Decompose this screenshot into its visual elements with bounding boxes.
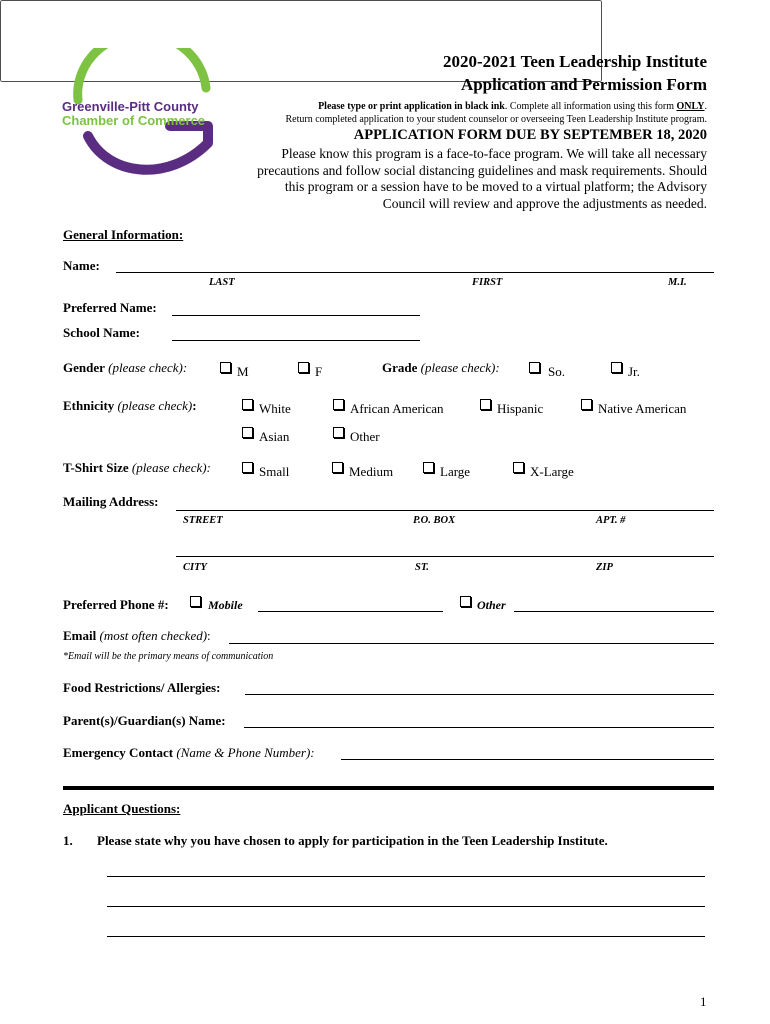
notice-line-2: precautions and follow social distancing guidelines and mask requirements. Should xyxy=(257,163,707,178)
name-mi-caption: M.I. xyxy=(668,277,687,288)
preferred-phone-label: Preferred Phone #: xyxy=(63,597,169,612)
tshirt-size-label: T-Shirt Size (please check): xyxy=(63,460,211,475)
size-large-checkbox[interactable] xyxy=(423,462,434,473)
form-title-line-1: 2020-2021 Teen Leadership Institute xyxy=(443,52,707,71)
email-label: Email (most often checked): xyxy=(63,628,211,643)
ethnicity-white-checkbox[interactable] xyxy=(242,399,253,410)
mailing-line-1-underline xyxy=(176,510,714,511)
chamber-logo xyxy=(58,48,218,178)
mailing-address-line-2-input[interactable] xyxy=(178,540,712,556)
page-number: 1 xyxy=(700,994,707,1009)
emergency-contact-input[interactable] xyxy=(343,743,712,759)
ethnicity-native-american-label: Native American xyxy=(598,401,687,416)
gender-f-checkbox[interactable] xyxy=(298,362,309,373)
grade-label: Grade (please check): xyxy=(382,360,500,375)
answer-line-1 xyxy=(107,876,705,877)
phone-mobile-label: Mobile xyxy=(208,598,243,612)
ethnicity-native-american-checkbox[interactable] xyxy=(581,399,592,410)
gender-f-label: F xyxy=(315,364,323,379)
phone-mobile-input[interactable] xyxy=(260,595,441,611)
gender-m-checkbox[interactable] xyxy=(220,362,231,373)
phone-mobile-underline xyxy=(258,611,443,612)
ethnicity-label: Ethnicity (please check): xyxy=(63,398,197,413)
ethnicity-other-checkbox[interactable] xyxy=(333,427,344,438)
ethnicity-other-label: Other xyxy=(350,429,380,444)
mailing-address-line-1-input[interactable] xyxy=(178,494,712,510)
question-1-number: 1. xyxy=(63,833,73,848)
apt-caption: APT. # xyxy=(596,515,626,526)
name-last-caption: LAST xyxy=(209,277,235,288)
st-caption: ST. xyxy=(415,562,429,573)
grade-so-label: So. xyxy=(548,364,565,379)
ethnicity-african-american-label: African American xyxy=(350,401,444,416)
food-restrictions-underline xyxy=(245,694,714,695)
emergency-contact-underline xyxy=(341,759,714,760)
name-underline xyxy=(116,272,714,273)
ethnicity-hispanic-label: Hispanic xyxy=(497,401,544,416)
emergency-contact-label: Emergency Contact (Name & Phone Number): xyxy=(63,745,315,760)
size-small-checkbox[interactable] xyxy=(242,462,253,473)
mailing-line-2-underline xyxy=(176,556,714,557)
city-caption: CITY xyxy=(183,562,207,573)
zip-caption: ZIP xyxy=(596,562,613,573)
school-name-label: School Name: xyxy=(63,325,140,340)
size-xlarge-label: X-Large xyxy=(530,464,574,479)
phone-mobile-checkbox[interactable] xyxy=(190,596,201,607)
instructions-line-1: Please type or print application in black ink. Complete all information using this form ONLY. xyxy=(318,101,707,112)
phone-other-underline xyxy=(514,611,714,612)
size-small-label: Small xyxy=(259,464,290,479)
notice-line-4: Council will review and approve the adjustments as needed. xyxy=(382,196,707,211)
phone-other-input[interactable] xyxy=(516,595,712,611)
food-restrictions-input[interactable] xyxy=(247,678,712,694)
notice-line-1: Please know this program is a face-to-face program. We will take all necessary xyxy=(281,146,707,161)
size-medium-label: Medium xyxy=(349,464,394,479)
question-1-text: Please state why you have chosen to apply for participation in the Teen Leadership Institute. xyxy=(97,833,608,848)
ethnicity-hispanic-checkbox[interactable] xyxy=(480,399,491,410)
size-medium-checkbox[interactable] xyxy=(332,462,343,473)
ethnicity-white-label: White xyxy=(259,401,291,416)
ethnicity-asian-label: Asian xyxy=(259,429,290,444)
name-input[interactable] xyxy=(118,256,713,272)
name-label: Name: xyxy=(63,258,100,273)
email-underline xyxy=(229,643,714,644)
logo-line-2: Chamber of Commerce xyxy=(62,113,206,128)
guardian-name-input[interactable] xyxy=(246,711,712,727)
general-info-heading: General Information: xyxy=(63,227,184,242)
answer-line-3 xyxy=(107,936,705,937)
grade-jr-label: Jr. xyxy=(628,364,640,379)
gender-label: Gender (please check): xyxy=(63,360,188,375)
mailing-address-label: Mailing Address: xyxy=(63,494,159,509)
school-name-underline xyxy=(172,340,420,341)
email-input[interactable] xyxy=(231,627,712,643)
phone-other-label: Other xyxy=(477,598,506,612)
gender-m-label: M xyxy=(237,364,249,379)
logo-line-1: Greenville-Pitt County xyxy=(62,99,199,114)
notice-line-3: this program or a session have to be moved to a virtual platform; the Advisory xyxy=(284,179,707,194)
phone-other-checkbox[interactable] xyxy=(460,596,471,607)
name-first-caption: FIRST xyxy=(472,277,503,288)
answer-line-2 xyxy=(107,906,705,907)
guardian-name-underline xyxy=(244,727,714,728)
applicant-questions-heading: Applicant Questions: xyxy=(63,801,181,816)
pobox-caption: P.O. BOX xyxy=(413,515,456,526)
preferred-name-input[interactable] xyxy=(174,299,419,315)
ethnicity-african-american-checkbox[interactable] xyxy=(333,399,344,410)
ethnicity-asian-checkbox[interactable] xyxy=(242,427,253,438)
street-caption: STREET xyxy=(183,515,223,526)
size-xlarge-checkbox[interactable] xyxy=(513,462,524,473)
preferred-name-label: Preferred Name: xyxy=(63,300,157,315)
size-large-label: Large xyxy=(440,464,471,479)
food-restrictions-label: Food Restrictions/ Allergies: xyxy=(63,680,221,695)
school-name-input[interactable] xyxy=(174,324,419,340)
section-divider xyxy=(63,786,714,790)
form-title-line-2: Application and Permission Form xyxy=(460,75,707,94)
grade-jr-checkbox[interactable] xyxy=(611,362,622,373)
instructions-line-2: Return completed application to your student counselor or overseeing Teen Leadership Institute program. xyxy=(285,114,707,125)
due-date-banner: APPLICATION FORM DUE BY SEPTEMBER 18, 2020 xyxy=(353,127,707,143)
guardian-name-label: Parent(s)/Guardian(s) Name: xyxy=(63,713,226,728)
grade-so-checkbox[interactable] xyxy=(529,362,540,373)
preferred-name-underline xyxy=(172,315,420,316)
email-note: *Email will be the primary means of communication xyxy=(63,651,274,662)
